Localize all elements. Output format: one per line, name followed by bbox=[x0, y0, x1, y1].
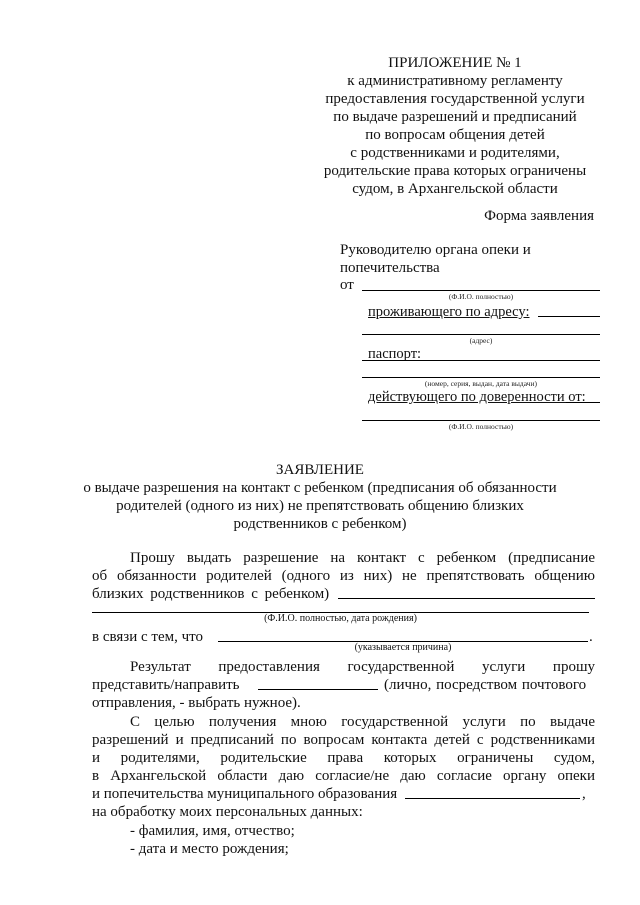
fio-field[interactable] bbox=[362, 290, 600, 291]
appendix-line: к административному регламенту bbox=[347, 73, 563, 89]
appendix-line: по вопросам общения детей bbox=[365, 127, 545, 143]
addressee-line: попечительства bbox=[340, 260, 440, 276]
passport-label: паспорт: bbox=[368, 346, 422, 362]
application-subtitle: родителей (одного из них) не препятствовать общению близких bbox=[116, 498, 524, 514]
paragraph-line: С целью получения мною государственной услуги по выдаче bbox=[130, 714, 595, 730]
form-label: Форма заявления bbox=[484, 208, 594, 224]
proxy-fio-field[interactable] bbox=[362, 420, 600, 421]
reason-label: в связи с тем, что bbox=[92, 629, 203, 645]
appendix-line: с родственниками и родителями, bbox=[350, 145, 560, 161]
application-subtitle: родственников с ребенком) bbox=[233, 516, 407, 532]
fio-caption: (Ф.И.О. полностью) bbox=[448, 292, 514, 301]
paragraph-line: (лично, посредством почтового bbox=[384, 677, 587, 693]
paragraph-punct: , bbox=[582, 786, 586, 802]
delivery-method-field[interactable] bbox=[258, 689, 378, 690]
application-subtitle: о выдаче разрешения на контакт с ребенком (предписания об обязанности bbox=[83, 480, 557, 496]
paragraph-line: и попечительства муниципального образования bbox=[92, 786, 398, 802]
appendix-title: ПРИЛОЖЕНИЕ № 1 bbox=[388, 55, 522, 71]
child-field[interactable] bbox=[338, 598, 595, 599]
proxy-caption: (Ф.И.О. полностью) bbox=[448, 422, 514, 431]
proxy-label: действующего по доверенности от: bbox=[368, 389, 586, 405]
address-caption: (адрес) bbox=[469, 336, 493, 345]
paragraph-line: об обязанности родителей (одного из них) не препятствовать общению bbox=[92, 568, 595, 584]
appendix-line: судом, в Архангельской области bbox=[352, 181, 558, 197]
paragraph-line: и родителями, родительские права которых ограничены судом, bbox=[92, 750, 595, 766]
passport-field-2[interactable] bbox=[362, 377, 600, 378]
from-label: от bbox=[340, 277, 354, 293]
application-title: ЗАЯВЛЕНИЕ bbox=[276, 462, 364, 478]
paragraph-line: представить/направить bbox=[92, 677, 240, 693]
paragraph-line: Прошу выдать разрешение на контакт с ребенком (предписание bbox=[130, 550, 595, 566]
municipality-field[interactable] bbox=[405, 798, 580, 799]
list-item: - дата и место рождения; bbox=[130, 841, 289, 857]
paragraph-line: на обработку моих персональных данных: bbox=[92, 804, 363, 820]
residing-label: проживающего по адресу: bbox=[368, 304, 530, 320]
address-field[interactable] bbox=[538, 316, 600, 317]
passport-field[interactable] bbox=[362, 360, 600, 361]
addressee-line: Руководителю органа опеки и bbox=[340, 242, 531, 258]
proxy-date-field[interactable] bbox=[566, 402, 600, 403]
passport-caption: (номер, серия, выдан, дата выдачи) bbox=[424, 379, 538, 388]
appendix-line: предоставления государственной услуги bbox=[325, 91, 585, 107]
paragraph-line: Результат предоставления государственной услуги прошу bbox=[130, 659, 595, 675]
reason-end: . bbox=[589, 629, 593, 645]
appendix-line: родительские права которых ограничены bbox=[323, 163, 587, 179]
reason-caption: (указывается причина) bbox=[354, 642, 452, 653]
list-item: - фамилия, имя, отчество; bbox=[130, 823, 295, 839]
paragraph-line: разрешений и предписаний по вопросам контакта детей с родственниками bbox=[92, 732, 595, 748]
appendix-line: по выдаче разрешений и предписаний bbox=[333, 109, 577, 125]
paragraph-line: в Архангельской области даю согласие/не даю согласие органу опеки bbox=[92, 768, 595, 784]
address-field-2[interactable] bbox=[362, 334, 600, 335]
paragraph-line: отправления, - выбрать нужное). bbox=[92, 695, 301, 711]
paragraph-line: близких родственников с ребенком) bbox=[92, 586, 330, 602]
child-caption: (Ф.И.О. полностью, дата рождения) bbox=[264, 613, 417, 624]
